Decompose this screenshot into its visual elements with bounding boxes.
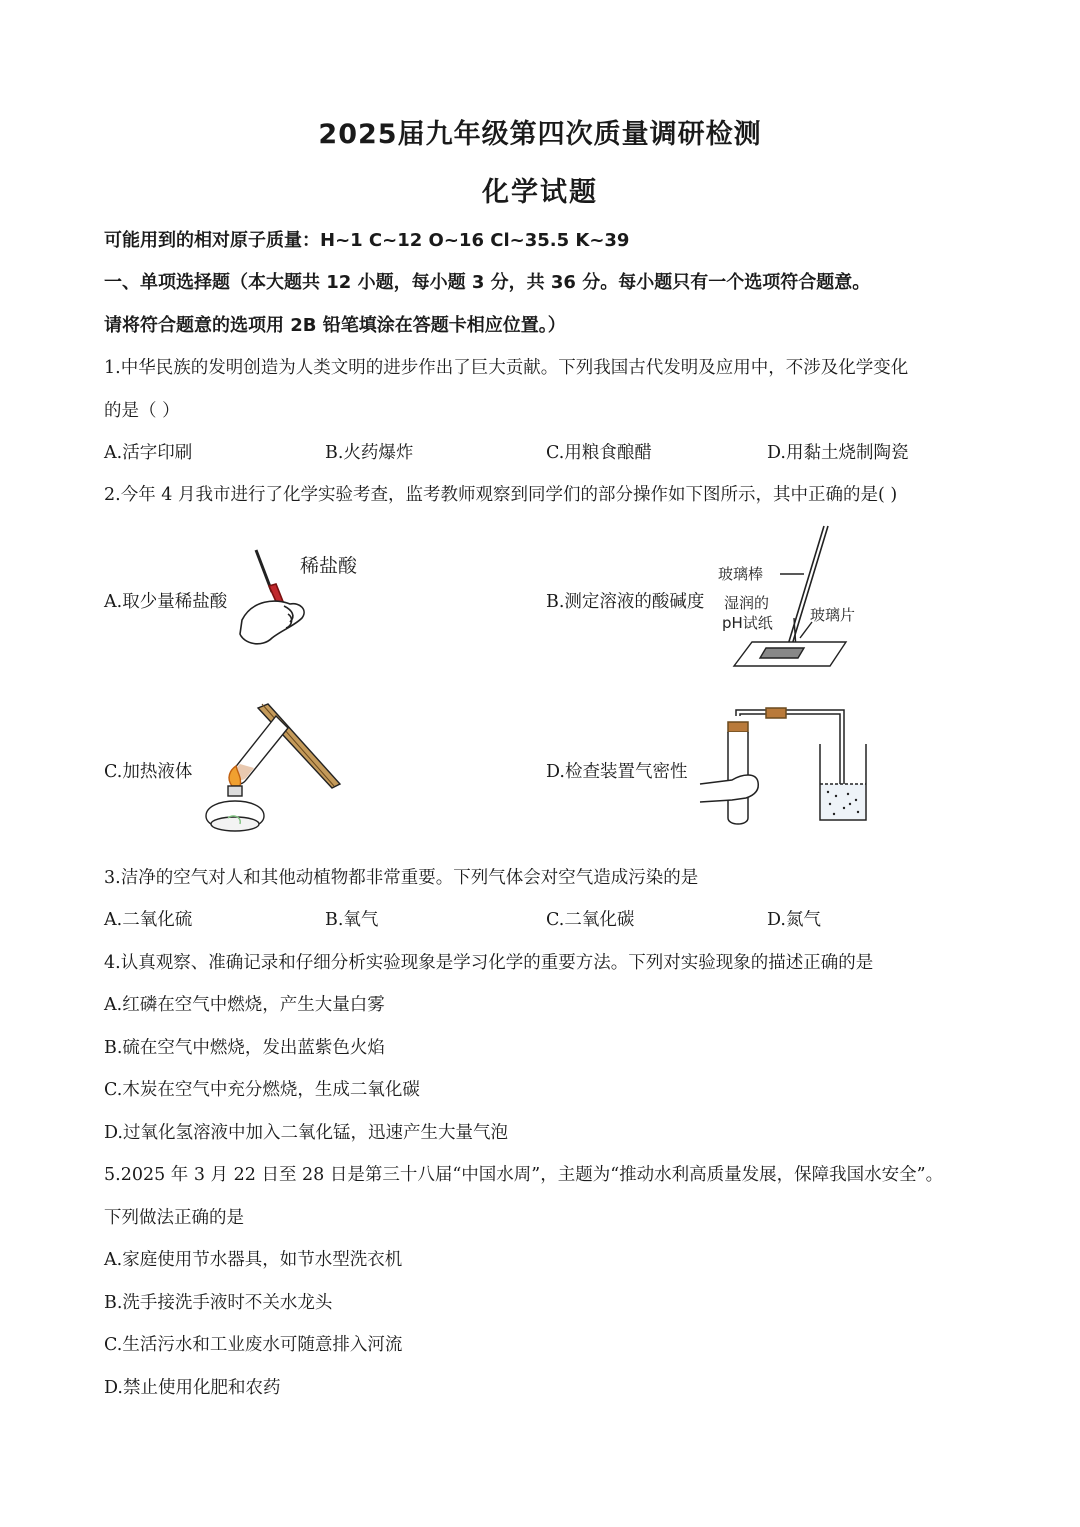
- q2-option-b: B.测定溶液的酸碱度: [546, 592, 705, 612]
- figure-b-paper-label-1: 湿润的: [724, 594, 770, 612]
- figure-b-slide-label: 玻璃片: [810, 606, 856, 624]
- figure-a-label: 稀盐酸: [300, 555, 358, 577]
- q5-option-a: A.家庭使用节水器具，如节水型洗衣机: [104, 1250, 403, 1270]
- q3-option-c: C.二氧化碳: [546, 910, 635, 930]
- section-heading-line1: 一、单项选择题（本大题共 12 小题，每小题 3 分，共 36 分。每小题只有一个选项符合题意。: [104, 272, 871, 293]
- q3-option-d: D.氮气: [767, 910, 821, 930]
- figure-ph-test: [712, 522, 872, 674]
- q5-option-d: D.禁止使用化肥和农药: [104, 1378, 281, 1398]
- q1-option-c: C.用粮食酿醋: [546, 443, 652, 463]
- q3-stem: 3.洁净的空气对人和其他动植物都非常重要。下列气体会对空气造成污染的是: [104, 868, 699, 888]
- q3-option-a: A.二氧化硫: [104, 910, 193, 930]
- figure-airtightness: [698, 700, 878, 830]
- q4-option-a: A.红磷在空气中燃烧，产生大量白雾: [104, 995, 385, 1015]
- exam-subtitle: 化学试题: [482, 177, 598, 208]
- figure-b-rod-label: 玻璃棒: [718, 565, 764, 583]
- q1-option-a: A.活字印刷: [104, 443, 193, 463]
- q1-stem-line2: 的是（ ）: [104, 401, 180, 421]
- q5-stem-line1: 5.2025 年 3 月 22 日至 28 日是第三十八届“中国水周”，主题为“推动水利高质量发展，保障我国水安全”。: [104, 1165, 944, 1185]
- q5-option-c: C.生活污水和工业废水可随意排入河流: [104, 1335, 403, 1355]
- q3-option-b: B.氧气: [325, 910, 379, 930]
- figure-dropper-hand: [232, 540, 382, 655]
- q4-option-b: B.硫在空气中燃烧，发出蓝紫色火焰: [104, 1038, 385, 1058]
- q5-stem-line2: 下列做法正确的是: [104, 1208, 244, 1228]
- q2-option-c: C.加热液体: [104, 762, 193, 782]
- q4-option-d: D.过氧化氢溶液中加入二氧化锰，迅速产生大量气泡: [104, 1123, 508, 1143]
- figure-b-paper-label-2: pH试纸: [722, 614, 773, 632]
- atomic-mass-line: 可能用到的相对原子质量：H~1 C~12 O~16 Cl~35.5 K~39: [104, 230, 630, 251]
- section-heading-line2: 请将符合题意的选项用 2B 铅笔填涂在答题卡相应位置。）: [104, 315, 566, 336]
- q2-option-d: D.检查装置气密性: [546, 762, 688, 782]
- q2-stem: 2.今年 4 月我市进行了化学实验考查，监考教师观察到同学们的部分操作如下图所示，其中正确的是( ): [104, 485, 898, 505]
- q2-option-a: A.取少量稀盐酸: [104, 592, 228, 612]
- q1-stem-line1: 1.中华民族的发明创造为人类文明的进步作出了巨大贡献。下列我国古代发明及应用中，不涉及化学变化: [104, 358, 909, 378]
- q4-stem: 4.认真观察、准确记录和仔细分析实验现象是学习化学的重要方法。下列对实验现象的描述正确的是: [104, 953, 874, 973]
- q1-option-b: B.火药爆炸: [325, 443, 414, 463]
- q1-option-d: D.用黏土烧制陶瓷: [767, 443, 909, 463]
- exam-title: 2025届九年级第四次质量调研检测: [318, 119, 762, 150]
- figure-heating-liquid: [192, 700, 347, 840]
- q4-option-c: C.木炭在空气中充分燃烧，生成二氧化碳: [104, 1080, 420, 1100]
- q5-option-b: B.洗手接洗手液时不关水龙头: [104, 1293, 333, 1313]
